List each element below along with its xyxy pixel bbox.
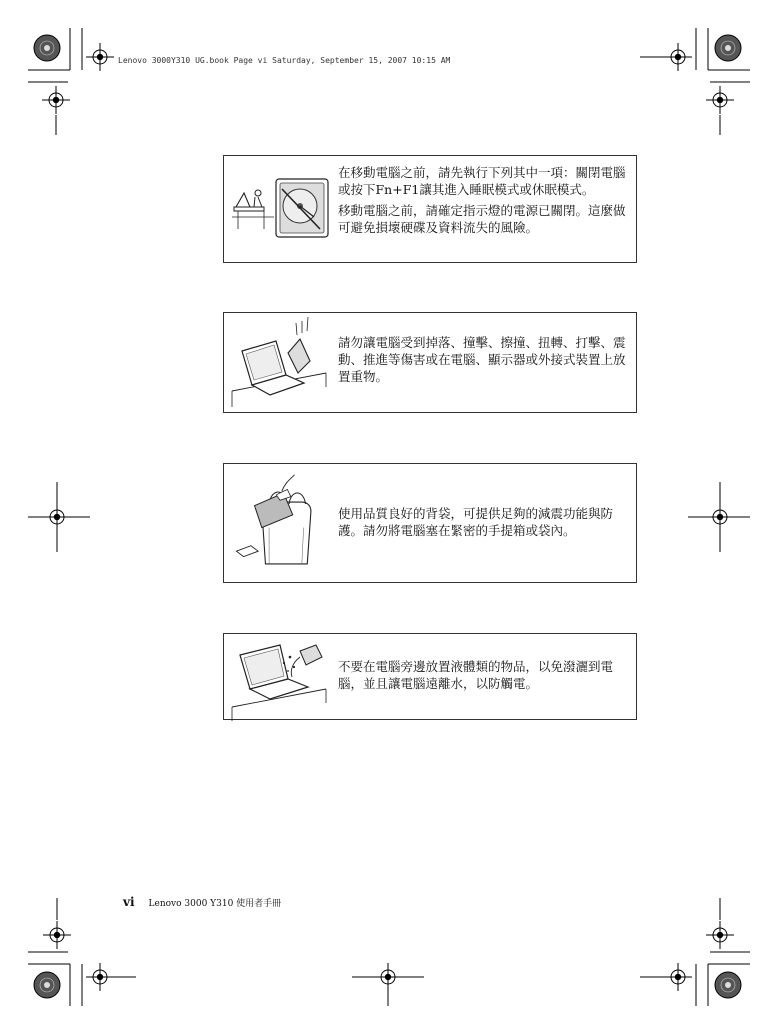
registration-mark-top-right-a	[664, 43, 692, 71]
registration-mark-bottom-left-b	[86, 963, 114, 991]
laptop-drop-impact-icon	[230, 313, 330, 413]
star-target-top-left	[34, 35, 60, 61]
registration-mark-bottom-right-b	[664, 963, 692, 991]
registration-mark-mid-left	[43, 503, 71, 531]
registration-mark-bottom-right-a	[706, 921, 734, 949]
notice-3-paragraph-1: 使用品質良好的背袋，可提供足夠的減震功能與防護。請勿將電腦塞在緊密的手提箱或袋內。	[338, 506, 614, 538]
page-number: vi	[123, 895, 135, 909]
print-header: Lenovo 3000Y310 UG.book Page vi Saturday, September 15, 2007 10:15 AM	[118, 56, 451, 65]
registration-mark-top-left-a	[86, 43, 114, 71]
laptop-liquid-spill-icon	[230, 627, 330, 727]
notice-liquid-spill	[223, 633, 637, 720]
registration-mark-mid-right	[706, 503, 734, 531]
notice-1-paragraph-2: 移動電腦之前，請確定指示燈的電源已關閉。這麼做可避免損壞硬碟及資料流失的風險。	[338, 203, 626, 235]
star-target-bottom-left	[34, 972, 60, 998]
notice-drop-impact	[223, 312, 637, 413]
notice-1-paragraph-1: 在移動電腦之前，請先執行下列其中一項：關閉電腦或按下Fn+F1讓其進入睡眠模式或休眠模式。	[338, 165, 626, 197]
registration-mark-top-right-b	[706, 86, 734, 114]
star-target-top-right	[715, 35, 741, 61]
star-target-bottom-right	[715, 972, 741, 998]
page-footer	[123, 895, 281, 909]
registration-mark-bottom-left-a	[43, 921, 71, 949]
notice-4-paragraph-1: 不要在電腦旁邊放置液體類的物品，以免潑灑到電腦，並且讓電腦遠離水，以防觸電。	[338, 659, 614, 691]
registration-mark-bottom-center	[374, 963, 402, 991]
notice-move-computer	[223, 155, 637, 263]
registration-mark-top-left-b	[42, 86, 70, 114]
book-title: Lenovo 3000 Y310 使用者手冊	[148, 899, 282, 909]
laptop-carrying-bag-icon	[230, 473, 330, 573]
notice-2-paragraph-1: 請勿讓電腦受到掉落、撞擊、擦撞、扭轉、打擊、震動、推進等傷害或在電腦、顯示器或外接式裝置上放置重物。	[338, 335, 626, 384]
laptop-power-off-hdd-icon	[230, 159, 330, 259]
notice-carrying-bag	[223, 463, 637, 583]
